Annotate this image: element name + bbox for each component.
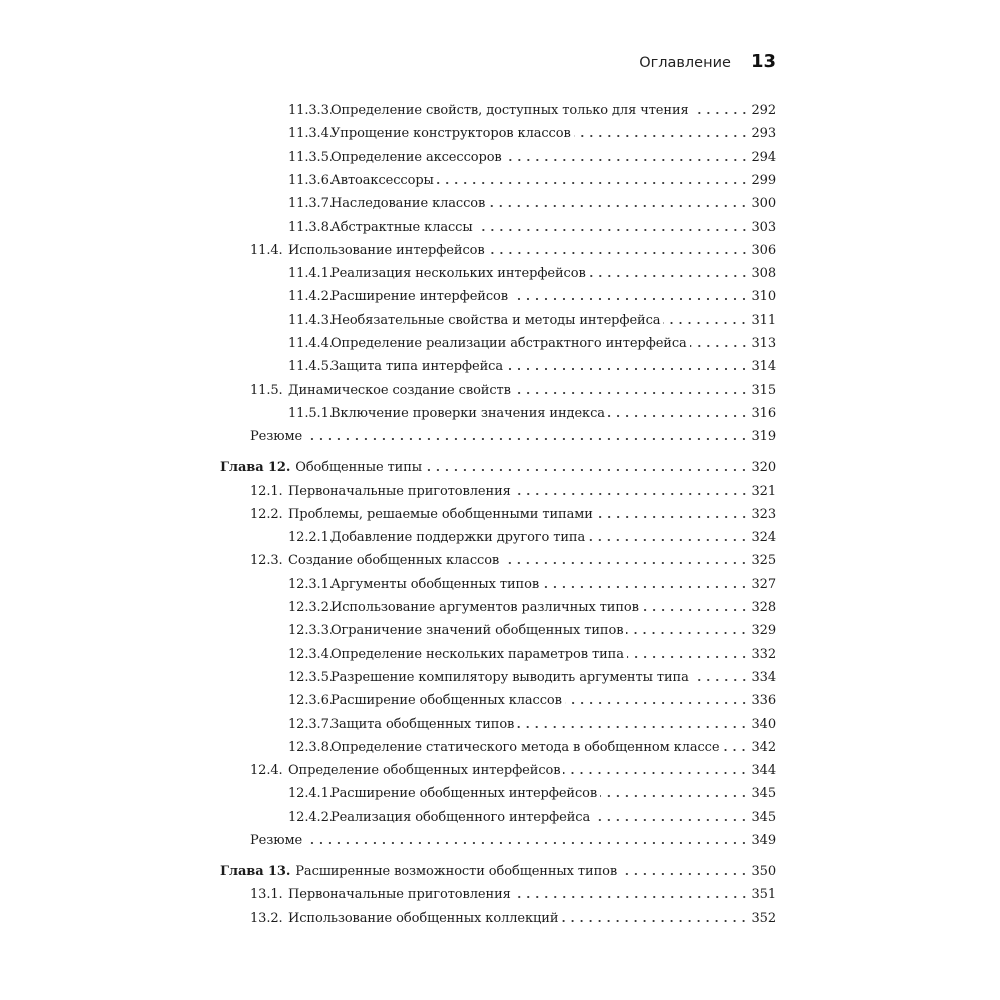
toc-row[interactable]: [288, 714, 776, 736]
toc-title: Использование интерфейсов: [288, 242, 485, 258]
toc-page-number: 319: [751, 429, 776, 445]
toc-page-number: 311: [751, 312, 776, 328]
toc-row[interactable]: [288, 217, 776, 239]
toc-title: Расширение обобщенных интерфейсов: [331, 786, 598, 802]
toc-number: 12.3.5.: [288, 669, 333, 685]
toc-row[interactable]: [250, 240, 776, 262]
toc-row[interactable]: [250, 830, 776, 852]
toc-row[interactable]: [288, 356, 776, 378]
dot-leader: [305, 840, 748, 846]
toc-number: 11.4.5.: [288, 359, 333, 375]
toc-page-number: 342: [751, 739, 776, 755]
dot-leader: [627, 654, 749, 660]
toc-page-number: 323: [751, 506, 776, 522]
toc-number: 11.3.5.: [288, 149, 333, 165]
toc-page-number: 349: [751, 833, 776, 848]
toc-page-number: 325: [751, 553, 776, 569]
toc-row[interactable]: [288, 263, 776, 285]
toc-page-number: 344: [751, 763, 776, 779]
toc-page-number: 345: [751, 809, 776, 825]
toc-page-number: 303: [751, 219, 776, 235]
toc-page-number: 324: [751, 530, 776, 546]
header-page-number: 13: [750, 51, 776, 72]
toc-number: 12.4.: [250, 763, 283, 779]
toc-page-number: 294: [751, 149, 776, 165]
toc-title: Использование обобщенных коллекций: [288, 910, 559, 926]
toc-number: 11.3.3.: [288, 103, 333, 118]
toc-number: 12.4.2.: [288, 809, 333, 825]
toc-page-number: 316: [751, 405, 776, 421]
toc-number: Глава 12.: [220, 460, 291, 476]
toc-number: 12.3.2.: [288, 600, 333, 615]
toc-row[interactable]: [288, 527, 776, 549]
dot-leader: [517, 724, 748, 730]
toc-page-number: 299: [751, 172, 776, 188]
dot-leader: [690, 343, 749, 349]
toc-page-number: 328: [751, 600, 776, 615]
toc-page-number: 336: [751, 693, 776, 709]
toc-title: Абстрактные классы: [331, 219, 473, 235]
toc-page-number: 350: [751, 864, 776, 879]
toc-title: Определение статического метода в обобщенном классе: [331, 739, 720, 755]
toc-row[interactable]: [250, 504, 776, 526]
dot-leader: [663, 320, 748, 326]
toc-row[interactable]: [288, 783, 776, 805]
dot-leader: [488, 250, 749, 256]
toc-page-number: 306: [751, 242, 776, 258]
toc-row[interactable]: [288, 574, 776, 596]
dot-leader: [692, 110, 749, 116]
toc-title: Определение аксессоров: [331, 149, 502, 165]
toc-title: Определение обобщенных интерфейсов: [288, 763, 561, 779]
dot-leader: [722, 747, 748, 753]
toc-title: Создание обобщенных классов: [288, 553, 500, 569]
running-header: [639, 51, 776, 72]
toc-row[interactable]: [288, 147, 776, 169]
toc-row[interactable]: [288, 620, 776, 642]
dot-leader: [565, 700, 749, 706]
toc-row[interactable]: [288, 807, 776, 829]
toc-number: 12.2.: [250, 506, 283, 522]
toc-number: 12.4.1.: [288, 786, 333, 802]
toc-page-number: 352: [751, 910, 776, 926]
toc-number: 13.1.: [250, 887, 283, 903]
dot-leader: [511, 296, 748, 302]
toc-title: Проблемы, решаемые обобщенными типами: [288, 506, 593, 522]
toc-title: Защита типа интерфейса: [331, 359, 503, 375]
toc-number: 12.3.: [250, 553, 283, 569]
toc-title: Автоаксессоры: [331, 172, 434, 188]
dot-leader: [505, 157, 749, 163]
toc-number: 12.2.1.: [288, 530, 333, 546]
toc-title: Определение реализации абстрактного интерфейса: [331, 336, 687, 351]
toc-chapter-row[interactable]: [220, 861, 776, 883]
toc-page-number: 345: [751, 786, 776, 802]
toc-title: Расширение обобщенных классов: [331, 693, 562, 709]
toc-page-number: 334: [751, 669, 776, 685]
toc-page-number: 315: [751, 382, 776, 398]
toc-number: 11.3.7.: [288, 196, 333, 212]
toc-title: Наследование классов: [331, 196, 486, 212]
toc-number: 11.4.2.: [288, 289, 333, 305]
toc-number: 12.3.1.: [288, 576, 333, 592]
dot-leader: [488, 203, 748, 209]
dot-leader: [593, 817, 748, 823]
toc-title: Упрощение конструкторов классов: [331, 126, 571, 142]
toc-chapter-row[interactable]: [220, 457, 776, 479]
toc-row[interactable]: [250, 908, 776, 930]
toc-row[interactable]: [288, 193, 776, 215]
dot-leader: [574, 133, 749, 139]
toc-row[interactable]: [288, 123, 776, 145]
toc-row[interactable]: [288, 100, 776, 122]
toc-row[interactable]: [288, 737, 776, 759]
dot-leader: [563, 770, 748, 776]
toc-number: 11.4.: [250, 242, 283, 258]
dot-leader: [642, 607, 749, 613]
toc-page-number: 300: [751, 196, 776, 212]
toc-title: Первоначальные приготовления: [288, 483, 511, 499]
toc-title: Резюме: [250, 833, 303, 848]
toc-title: Использование аргументов различных типов: [331, 600, 639, 615]
toc-page-number: 329: [751, 623, 776, 639]
dot-leader: [506, 366, 749, 372]
toc-number: 11.4.3.: [288, 312, 333, 328]
toc-page-number: 310: [751, 289, 776, 305]
toc-number: 11.3.6.: [288, 172, 333, 188]
toc-title: Реализация нескольких интерфейсов: [331, 266, 586, 282]
toc-row[interactable]: [288, 690, 776, 712]
toc-title: Обобщенные типы: [295, 460, 423, 476]
toc-row[interactable]: [288, 333, 776, 355]
dot-leader: [514, 491, 749, 497]
toc-number: 12.3.6.: [288, 693, 333, 709]
dot-leader: [514, 894, 749, 900]
toc-page-number: 327: [751, 576, 776, 592]
toc-title: Реализация обобщенного интерфейса: [331, 809, 591, 825]
toc-row[interactable]: [250, 550, 776, 572]
dot-leader: [425, 467, 748, 473]
toc-title: Добавление поддержки другого типа: [331, 530, 586, 546]
toc-title: Резюме: [250, 429, 303, 445]
toc-row[interactable]: [288, 286, 776, 308]
toc-title: Динамическое создание свойств: [288, 382, 511, 398]
toc-title: Первоначальные приготовления: [288, 887, 511, 903]
dot-leader: [692, 677, 749, 683]
toc-page-number: 313: [751, 336, 776, 351]
toc-title: Включение проверки значения индекса: [331, 405, 605, 421]
toc-number: 11.5.: [250, 382, 283, 398]
toc-title: Определение свойств, доступных только для чтения: [331, 103, 689, 118]
toc-number: 11.5.1.: [288, 405, 333, 421]
dot-leader: [514, 390, 749, 396]
toc-page-number: 332: [751, 646, 776, 662]
toc-row[interactable]: [250, 426, 776, 448]
toc-title: Расширение интерфейсов: [331, 289, 508, 305]
toc-title: Определение нескольких параметров типа: [331, 646, 624, 662]
toc-title: Ограничение значений обобщенных типов: [331, 623, 624, 639]
toc-number: 12.3.8.: [288, 739, 333, 755]
toc-row[interactable]: [288, 170, 776, 192]
dot-leader: [561, 918, 748, 924]
dot-leader: [626, 630, 748, 636]
toc-page-number: 293: [751, 126, 776, 142]
toc-row[interactable]: [250, 380, 776, 402]
dot-leader: [502, 560, 748, 566]
toc-page-number: 351: [751, 887, 776, 903]
toc-page-number: 308: [751, 266, 776, 282]
toc-number: 11.4.4.: [288, 336, 333, 351]
toc-title: Аргументы обобщенных типов: [331, 576, 540, 592]
toc-title: Расширенные возможности обобщенных типов: [295, 864, 618, 879]
dot-leader: [620, 871, 748, 877]
toc-number: 13.2.: [250, 910, 283, 926]
toc-number: 11.3.4.: [288, 126, 333, 142]
toc-row[interactable]: [288, 667, 776, 689]
toc-number: 12.1.: [250, 483, 283, 499]
dot-leader: [588, 537, 748, 543]
toc-row[interactable]: [250, 884, 776, 906]
toc-page-number: 340: [751, 716, 776, 732]
dot-leader: [600, 793, 748, 799]
toc-page-number: 292: [751, 103, 776, 118]
toc-title: Защита обобщенных типов: [331, 716, 515, 732]
toc-page-number: 321: [751, 483, 776, 499]
dot-leader: [589, 273, 749, 279]
toc-row[interactable]: [288, 597, 776, 619]
toc-number: 12.3.4.: [288, 646, 333, 662]
dot-leader: [437, 180, 749, 186]
toc-title: Разрешение компилятору выводить аргументы типа: [331, 669, 689, 685]
toc-number: 11.4.1.: [288, 266, 333, 282]
toc-number: 11.3.8.: [288, 219, 333, 235]
toc-number: Глава 13.: [220, 864, 291, 879]
toc-row[interactable]: [288, 403, 776, 425]
toc-title: Необязательные свойства и методы интерфейса: [331, 312, 661, 328]
toc-page-number: 314: [751, 359, 776, 375]
dot-leader: [542, 584, 748, 590]
toc-row[interactable]: [288, 310, 776, 332]
toc-number: 12.3.3.: [288, 623, 333, 639]
dot-leader: [476, 227, 749, 233]
toc-number: 12.3.7.: [288, 716, 333, 732]
toc-page-number: 320: [751, 460, 776, 476]
dot-leader: [596, 514, 749, 520]
dot-leader: [305, 436, 748, 442]
toc-row[interactable]: [250, 760, 776, 782]
dot-leader: [608, 413, 749, 419]
toc-row[interactable]: [288, 644, 776, 666]
toc-row[interactable]: [250, 481, 776, 503]
header-title: Оглавление: [639, 55, 731, 71]
